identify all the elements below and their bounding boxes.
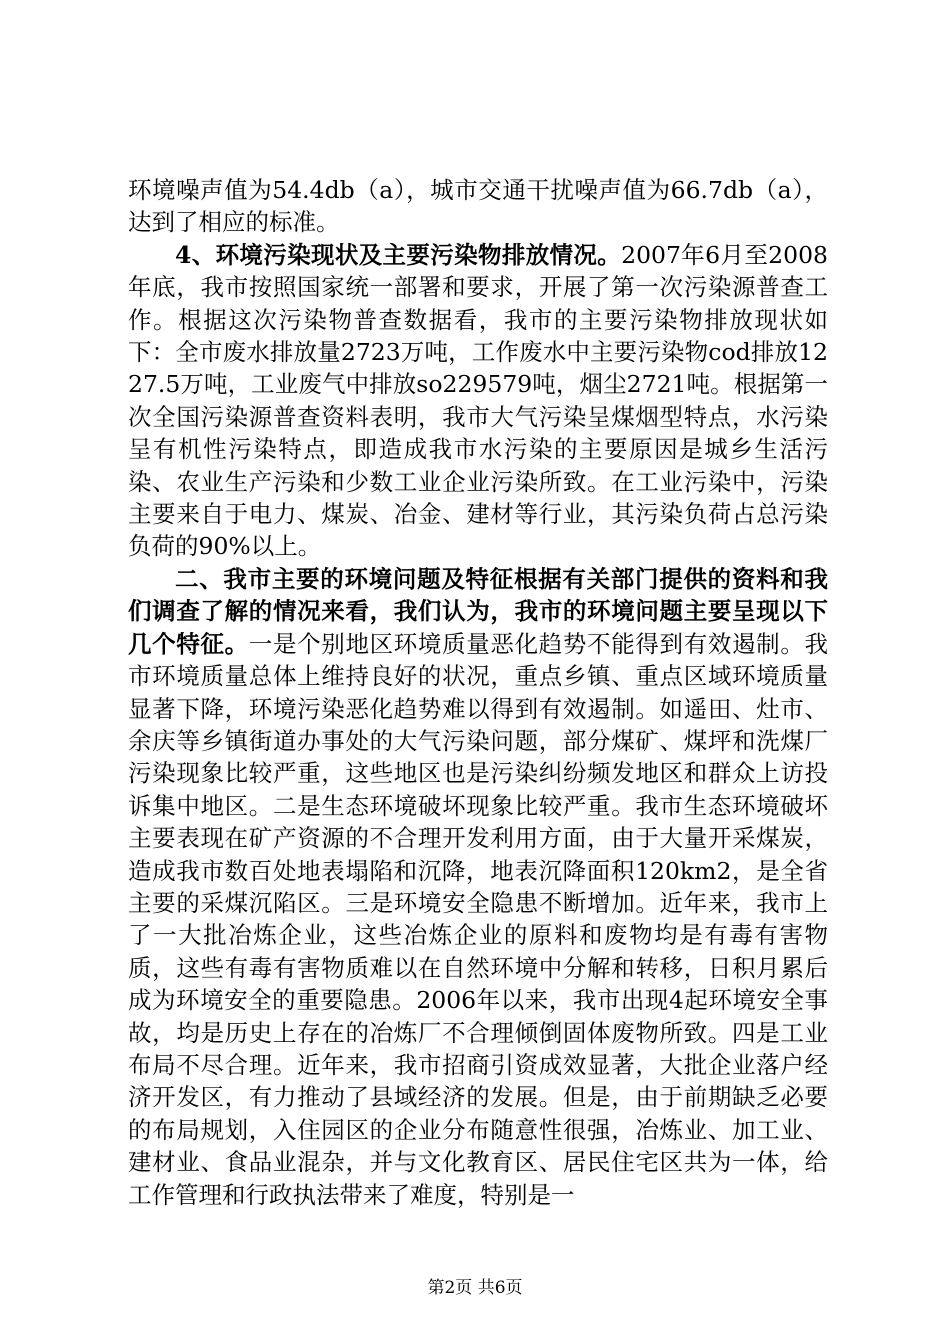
section-two-text: 一是个别地区环境质量恶化趋势不能得到有效遏制。我市环境质量总体上维持良好的状况，重点乡镇、重点区域环境质量显著下降，环境污染恶化趋势难以得到有效遏制。如遥田、灶市、余庆等乡镇街道办事处的大气污染问题，部分煤矿、煤坪和洗煤厂污染现象比较严重，这些地区也是污染纠纷频发地区和群众上访投诉集中地区。二是生态环境破坏现象比较严重。我市生态环境破坏主要表现在矿产资源的不合理开发利用方面，由于大量开采煤炭，造成我市数百处地表塌陷和沉降，地表沉降面积120km2，是全省主要的采煤沉陷区。三是环境安全隐患不断增加。近年来，我市上了一大批冶炼企业，这些冶炼企业的原料和废物均是有毒有害物质，这些有毒有害物质难以在自然环境中分解和转移，日积月累后成为环境安全的重要隐患。2006年以来，我市出现4起环境安全事故，均是历史上存在的冶炼厂不合理倾倒固体废物所致。四是工业布局不尽合理。近年来，我市招商引资成效显著，大批企业落户经济开发区，有力推动了县域经济的发展。但是，由于前期缺乏必要的布局规划，入住园区的企业分布随意性很强，冶炼业、加工业、建材业、食品业混杂，并与文化教育区、居民住宅区共为一体，给工作管理和行政执法带来了难度，特别是一 xyxy=(128,629,829,1209)
document-body xyxy=(128,174,828,1211)
section-two-heading: 二、我市主要的环境问题及特征根据有关部门提供的资料和我们调查了解的情况来看，我们认为，我市的环境问题主要呈现以下几个特征。 xyxy=(128,564,828,658)
paragraph-section-two xyxy=(128,563,828,1211)
page-footer: 第2页 共6页 xyxy=(427,1278,523,1298)
paragraph-continued xyxy=(128,174,828,239)
paragraph-section-4 xyxy=(128,239,828,563)
paragraph-continued-text: 环境噪声值为54.4db（a），城市交通干扰噪声值为66.7db（a），达到了相应的标准。 xyxy=(128,176,828,237)
section-4-text: 2007年6月至2008年底，我市按照国家统一部署和要求，开展了第一次污染源普查工作。根据这次污染物普查数据看，我市的主要污染物排放现状如下：全市废水排放量2723万吨，工作废水中主要污染物cod排放1227.5万吨，工业废气中排放so229579吨，烟尘2721吨。根据第一次全国污染源普查资料表明，我市大气污染呈煤烟型特点，水污染呈有机性污染特点，即造成我市水污染的主要原因是城乡生活污染、农业生产污染和少数工业企业污染所致。在工业污染中，污染主要来自于电力、煤炭、冶金、建材等行业，其污染负荷占总污染负荷的90%以上。 xyxy=(128,240,828,561)
section-4-heading: 4、环境污染现状及主要污染物排放情况。 xyxy=(175,240,622,269)
